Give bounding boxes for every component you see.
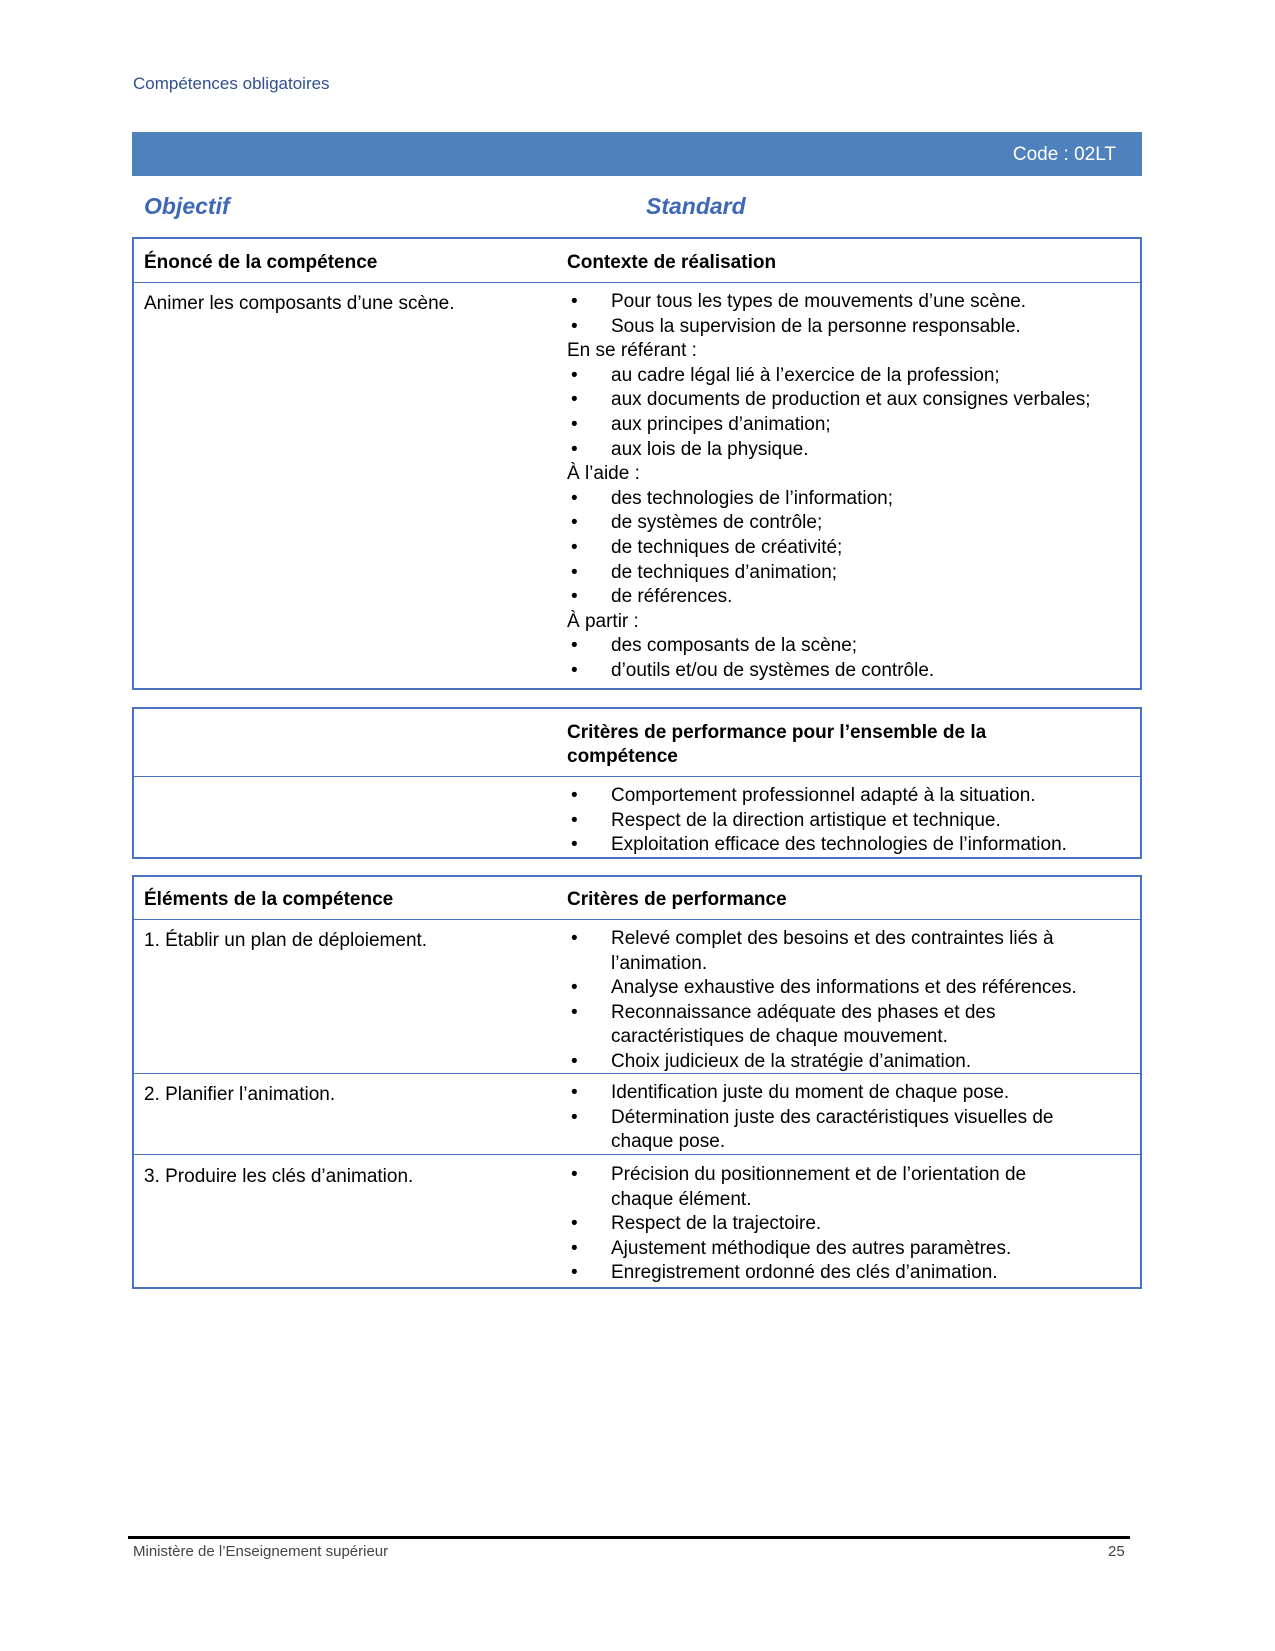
elements-table (132, 875, 1142, 1289)
competence-table (132, 237, 1142, 690)
elements-header: Éléments de la compétence (144, 889, 394, 910)
overall-criteria-list (567, 784, 1127, 858)
context-list (567, 290, 1127, 684)
overall-criteria-item: • Exploitation efficace des technologies de l’information. (567, 833, 1127, 858)
overall-criteria-header-line1: Critères de performance pour l’ensemble de la (567, 722, 987, 743)
criteria-item: • Enregistrement ordonné des clés d’animation. (567, 1261, 1092, 1286)
overall-criteria-divider (134, 776, 1140, 777)
footer-rule (128, 1536, 1130, 1539)
criteria-item: • Respect de la trajectoire. (567, 1212, 1092, 1237)
criteria-header: Critères de performance (567, 889, 787, 910)
context-item: • de techniques de créativité; (567, 536, 1127, 561)
context-header: Contexte de réalisation (567, 252, 777, 273)
elements-header-divider (134, 919, 1140, 920)
criteria-item: • Détermination juste des caractéristiques visuelles de chaque pose. (567, 1106, 1092, 1155)
criteria-item: • Identification juste du moment de chaque pose. (567, 1081, 1092, 1106)
objective-heading: Objectif (144, 193, 230, 219)
context-lead: À l’aide : (567, 463, 640, 485)
context-item: • des composants de la scène; (567, 634, 1127, 659)
row-divider (134, 1073, 1140, 1074)
code-bar (132, 132, 1142, 176)
context-item: • de références. (567, 585, 1127, 610)
criteria-item: • Précision du positionnement et de l’orientation de chaque élément. (567, 1163, 1092, 1212)
row-divider (134, 1154, 1140, 1155)
context-lead: À partir : (567, 610, 639, 632)
overall-criteria-header (567, 721, 986, 769)
context-item: • de systèmes de contrôle; (567, 511, 1127, 536)
overall-criteria-table (132, 707, 1142, 859)
element-3: 3. Produire les clés d’animation. (144, 1166, 414, 1187)
criteria-item: • Choix judicieux de la stratégie d’animation. (567, 1050, 1092, 1075)
overall-criteria-header-line2: compétence (567, 746, 678, 767)
criteria-item: • Relevé complet des besoins et des contraintes liés à l’animation. (567, 927, 1092, 976)
overall-criteria-item: • Respect de la direction artistique et technique. (567, 809, 1127, 834)
header-divider (134, 282, 1140, 283)
footer-ministry: Ministère de l’Enseignement supérieur (133, 1543, 389, 1560)
context-item: • d’outils et/ou de systèmes de contrôle. (567, 659, 1127, 684)
context-item: • au cadre légal lié à l’exercice de la profession; (567, 364, 1127, 389)
running-header: Compétences obligatoires (133, 74, 330, 93)
criteria-list-1 (567, 927, 1092, 1075)
program-code: Code : 02LT (1012, 144, 1116, 165)
criteria-list-2 (567, 1081, 1092, 1155)
context-item: • Sous la supervision de la personne responsable. (567, 315, 1127, 340)
overall-criteria-item: • Comportement professionnel adapté à la situation. (567, 784, 1127, 809)
competence-statement: Animer les composants d’une scène. (144, 293, 455, 314)
criteria-item: • Ajustement méthodique des autres paramètres. (567, 1237, 1092, 1262)
context-item: • de techniques d’animation; (567, 561, 1127, 586)
element-1: 1. Établir un plan de déploiement. (144, 930, 428, 951)
criteria-item: • Reconnaissance adéquate des phases et des caractéristiques de chaque mouvement. (567, 1001, 1092, 1050)
context-item: • aux lois de la physique. (567, 438, 1127, 463)
criteria-item: • Analyse exhaustive des informations et des références. (567, 976, 1092, 1001)
criteria-list-3 (567, 1163, 1092, 1286)
standard-heading: Standard (646, 193, 746, 219)
element-2: 2. Planifier l’animation. (144, 1084, 336, 1105)
context-item: • aux principes d’animation; (567, 413, 1127, 438)
context-item: • des technologies de l’information; (567, 487, 1127, 512)
context-item: • Pour tous les types de mouvements d’une scène. (567, 290, 1127, 315)
statement-header: Énoncé de la compétence (144, 252, 378, 273)
context-lead: En se référant : (567, 340, 697, 362)
context-item: • aux documents de production et aux consignes verbales; (567, 388, 1127, 413)
page-number: 25 (1108, 1543, 1125, 1560)
